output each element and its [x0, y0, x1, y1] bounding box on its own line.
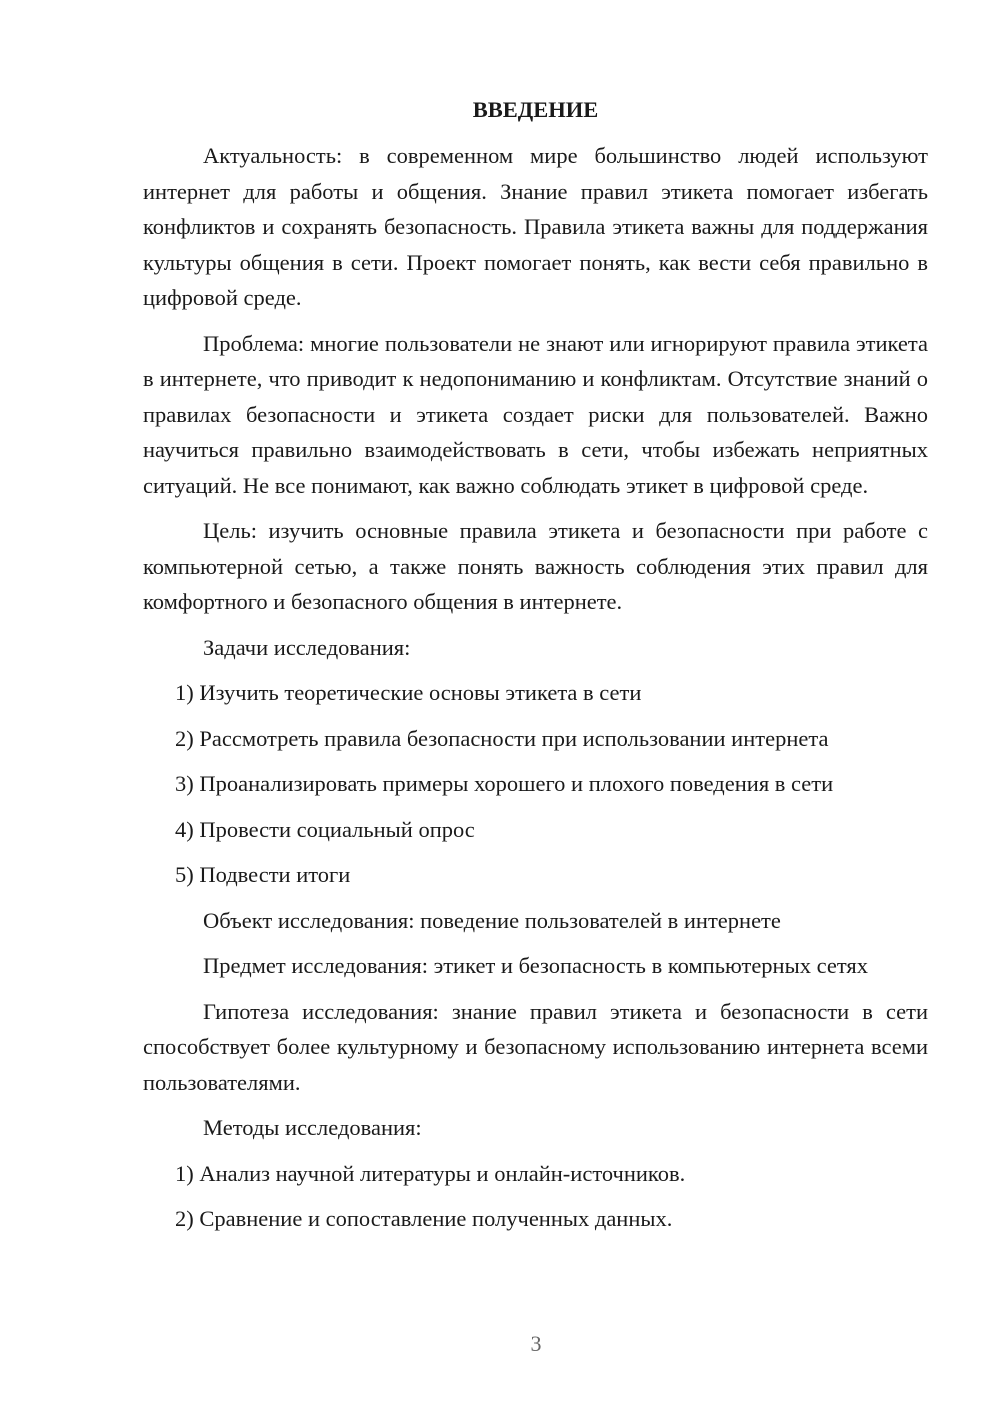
- task-item-3: 3) Проанализировать примеры хорошего и плохого поведения в сети: [175, 771, 834, 796]
- task-item-4: 4) Провести социальный опрос: [175, 816, 475, 842]
- tasks-heading: Задачи исследования:: [203, 634, 411, 660]
- goal-paragraph: Цель: изучить основные правила этикета и безопасности при работе с компьютерной сетью, а также понять важность соблюдения этих правил для комфортного и безопасного общения в интернете.: [143, 518, 928, 614]
- subject-paragraph: Предмет исследования: этикет и безопасность в компьютерных сетях: [203, 953, 868, 978]
- task-item-5: 5) Подвести итоги: [175, 862, 351, 887]
- relevance-paragraph: Актуальность: в современном мире большинство людей используют интернет для работы и общения. Знание правил этикета помогает избегать конфликтов и сохранять безопасность. Правила этикета важны для поддержания культуры общения в сети. Проект помогает понять, как вести себя правильно в цифровой среде.: [143, 143, 928, 310]
- page-number: 3: [530, 1331, 542, 1356]
- task-item-1: 1) Изучить теоретические основы этикета в сети: [175, 680, 642, 705]
- task-item-2: 2) Рассмотреть правила безопасности при использовании интернета: [175, 725, 829, 751]
- method-item-1: 1) Анализ научной литературы и онлайн-источников.: [175, 1160, 686, 1186]
- document-page: [143, 95, 928, 1247]
- section-title: ВВЕДЕНИЕ: [472, 97, 599, 122]
- hypothesis-paragraph: Гипотеза исследования: знание правил этикета и безопасности в сети способствует более культурному и безопасному использованию интернета всеми пользователями.: [143, 998, 928, 1095]
- problem-paragraph: Проблема: многие пользователи не знают или игнорируют правила этикета в интернете, что приводит к недопониманию и конфликтам. Отсутствие знаний о правилах безопасности и этикета создает риски для пользователей. Важно научиться правильно взаимодействовать в сети, чтобы избежать неприятных ситуаций. Не все понимают, как важно соблюдать этикет в цифровой среде.: [143, 330, 928, 498]
- method-item-2: 2) Сравнение и сопоставление полученных данных.: [175, 1206, 673, 1231]
- object-paragraph: Объект исследования: поведение пользователей в интернете: [203, 907, 781, 933]
- methods-heading: Методы исследования:: [203, 1115, 422, 1140]
